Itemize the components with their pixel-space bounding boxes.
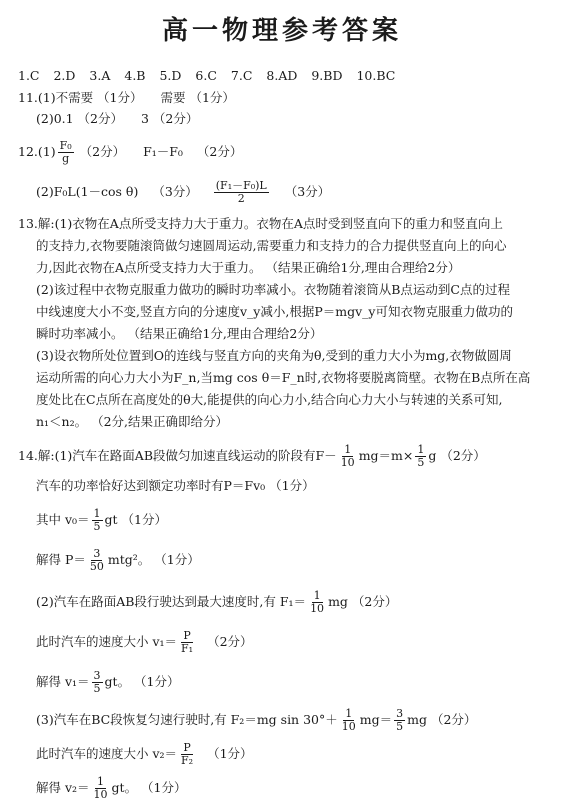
frac-den: 5 xyxy=(93,520,101,533)
mc-answers xyxy=(18,68,395,84)
text: mtg²。 （1分） xyxy=(107,552,200,567)
text: 解得 v₂＝ xyxy=(36,780,90,795)
q11-line-2 xyxy=(36,111,198,127)
text: 其中 v₀＝ xyxy=(36,512,90,527)
score: （3分） xyxy=(152,184,198,199)
q13-line: 中线速度大小不变,竖直方向的分速度v_y减小,根据P＝mgv_y可知衣物克服重力做功的 xyxy=(36,304,513,319)
text: (2)汽车在路面AB段行驶达到最大速度时,有 F₁＝ xyxy=(36,594,307,609)
text: 此时汽车的速度大小 v₁＝ xyxy=(36,634,178,649)
q13-line: (3)设衣物所处位置到O的连线与竖直方向的夹角为θ,受到的重力大小为mg,衣物做圆周 xyxy=(36,348,512,363)
text: mg （2分） xyxy=(407,712,477,727)
text: gt。 （1分） xyxy=(104,674,180,689)
frac-num: 1 xyxy=(417,443,425,456)
q11-line-1 xyxy=(18,90,235,106)
q14-line-5 xyxy=(36,590,397,615)
fraction xyxy=(58,140,74,165)
text: mg＝ xyxy=(359,712,393,727)
frac-num: 3 xyxy=(93,547,101,560)
frac-num: 1 xyxy=(93,507,101,520)
fraction xyxy=(394,708,405,733)
frac-den: 50 xyxy=(89,560,104,573)
q13-line: 的支持力,衣物要随滚筒做匀速圆周运动,需要重力和支持力的合力提供竖直向上的向心 xyxy=(36,238,507,253)
text: 此时汽车的速度大小 v₂＝ xyxy=(36,746,178,761)
frac-num: P xyxy=(183,741,191,754)
text: (3)汽车在BC段恢复匀速行驶时,有 F₂＝mg sin 30°＋ xyxy=(36,712,338,727)
fraction xyxy=(179,742,195,767)
fraction xyxy=(92,670,103,695)
page-title: 高一物理参考答案 xyxy=(161,16,402,46)
q11-part2b: 3 （2分） xyxy=(141,111,199,126)
mc-answer: 8.AD xyxy=(266,68,298,83)
frac-num: 1 xyxy=(345,707,353,720)
q14-line-1 xyxy=(18,444,486,469)
frac-num: 1 xyxy=(313,589,321,602)
fraction xyxy=(88,548,106,573)
frac-num: 1 xyxy=(344,443,352,456)
score: （2分） xyxy=(196,144,243,159)
frac-den: 5 xyxy=(396,720,404,733)
frac-num: P xyxy=(183,629,191,642)
q14-line-10 xyxy=(36,776,187,801)
q11-part1b: 需要 （1分） xyxy=(160,90,235,105)
fraction xyxy=(179,630,195,655)
frac-den: F₂ xyxy=(181,754,194,767)
q13-line: (2)该过程中衣物克服重力做功的瞬时功率减小。衣物随着滚筒从B点运动到C点的过程 xyxy=(36,282,510,297)
mc-answer: 6.C xyxy=(195,68,217,83)
text: gt （1分） xyxy=(104,512,167,527)
q13-line: 力,因此衣物在A点所受支持力大于重力。 （结果正确给1分,理由合理给2分） xyxy=(36,260,461,275)
frac-num: F₀ xyxy=(59,139,72,152)
fraction xyxy=(92,776,110,801)
text: gt。 （1分） xyxy=(111,780,187,795)
mc-answer: 9.BD xyxy=(311,68,343,83)
fraction xyxy=(339,444,357,469)
mc-answer: 7.C xyxy=(230,68,253,83)
score: （2分） xyxy=(79,144,126,159)
text: 解得 v₁＝ xyxy=(36,674,90,689)
mc-answer: 4.B xyxy=(124,68,146,83)
mc-answer: 10.BC xyxy=(356,68,396,83)
fraction xyxy=(92,508,103,533)
q13-line: n₁＜n₂。 （2分,结果正确即给分） xyxy=(36,414,229,429)
q14-line-6 xyxy=(36,630,253,655)
text: mg （2分） xyxy=(328,594,398,609)
frac-den: 10 xyxy=(340,456,355,469)
frac-den: F₁ xyxy=(181,642,194,655)
text: g （2分） xyxy=(428,448,486,463)
frac-den: 2 xyxy=(237,192,245,205)
frac-num: 3 xyxy=(396,707,404,720)
q12-line-1 xyxy=(18,140,242,165)
mc-answer: 3.A xyxy=(89,68,111,83)
fraction xyxy=(308,590,326,615)
q14-line-2: 汽车的功率恰好达到额定功率时有P＝Fv₀ （1分） xyxy=(36,478,315,493)
q14-line-3 xyxy=(36,508,167,533)
q14-line-4 xyxy=(36,548,200,573)
fraction xyxy=(415,444,426,469)
frac-den: 5 xyxy=(417,456,425,469)
q13-line: 运动所需的向心力大小为F_n,当mg cos θ＝F_n时,衣物将要脱离筒壁。衣物在B点所在高 xyxy=(36,370,531,385)
expression: F₁－F₀ xyxy=(143,144,183,159)
frac-den: 10 xyxy=(310,602,325,615)
q11-part1a: 11.(1)不需要 （1分） xyxy=(18,90,143,105)
q11-part2a: (2)0.1 （2分） xyxy=(36,111,124,126)
q13-line: 度处比在C点所在高度处的θ大,能提供的向心力小,结合向心力大小与转速的关系可知, xyxy=(36,392,503,407)
mc-answer: 2.D xyxy=(53,68,76,83)
mc-answer: 5.D xyxy=(159,68,182,83)
text: （2分） xyxy=(207,634,253,649)
q13-line: 瞬时功率减小。 （结果正确给1分,理由合理给2分） xyxy=(36,326,323,341)
frac-den: g xyxy=(62,152,70,165)
q13-line: 13.解:(1)衣物在A点所受支持力大于重力。衣物在A点时受到竖直向下的重力和竖直向上 xyxy=(18,216,503,231)
fraction xyxy=(340,708,358,733)
q12-line-2 xyxy=(36,180,330,205)
q14-line-8 xyxy=(36,708,476,733)
text: （1分） xyxy=(207,746,253,761)
frac-den: 10 xyxy=(341,720,356,733)
text: mg＝m× xyxy=(358,448,414,463)
mc-answer: 1.C xyxy=(18,68,40,83)
frac-den: 5 xyxy=(93,682,101,695)
frac-num: 3 xyxy=(93,669,101,682)
score: （3分） xyxy=(284,184,331,199)
q14-line-9 xyxy=(36,742,253,767)
expression: (2)F₀L(1－cos θ) xyxy=(36,184,139,199)
text: 解得 P＝ xyxy=(36,552,86,567)
q14-line-7 xyxy=(36,670,180,695)
fraction xyxy=(214,180,269,205)
frac-den: 10 xyxy=(93,788,108,801)
frac-num: 1 xyxy=(97,775,105,788)
text: 14.解:(1)汽车在路面AB段做匀加速直线运动的阶段有F－ xyxy=(18,448,337,463)
q12-label: 12.(1) xyxy=(18,144,56,159)
frac-num: (F₁－F₀)L xyxy=(215,179,267,192)
